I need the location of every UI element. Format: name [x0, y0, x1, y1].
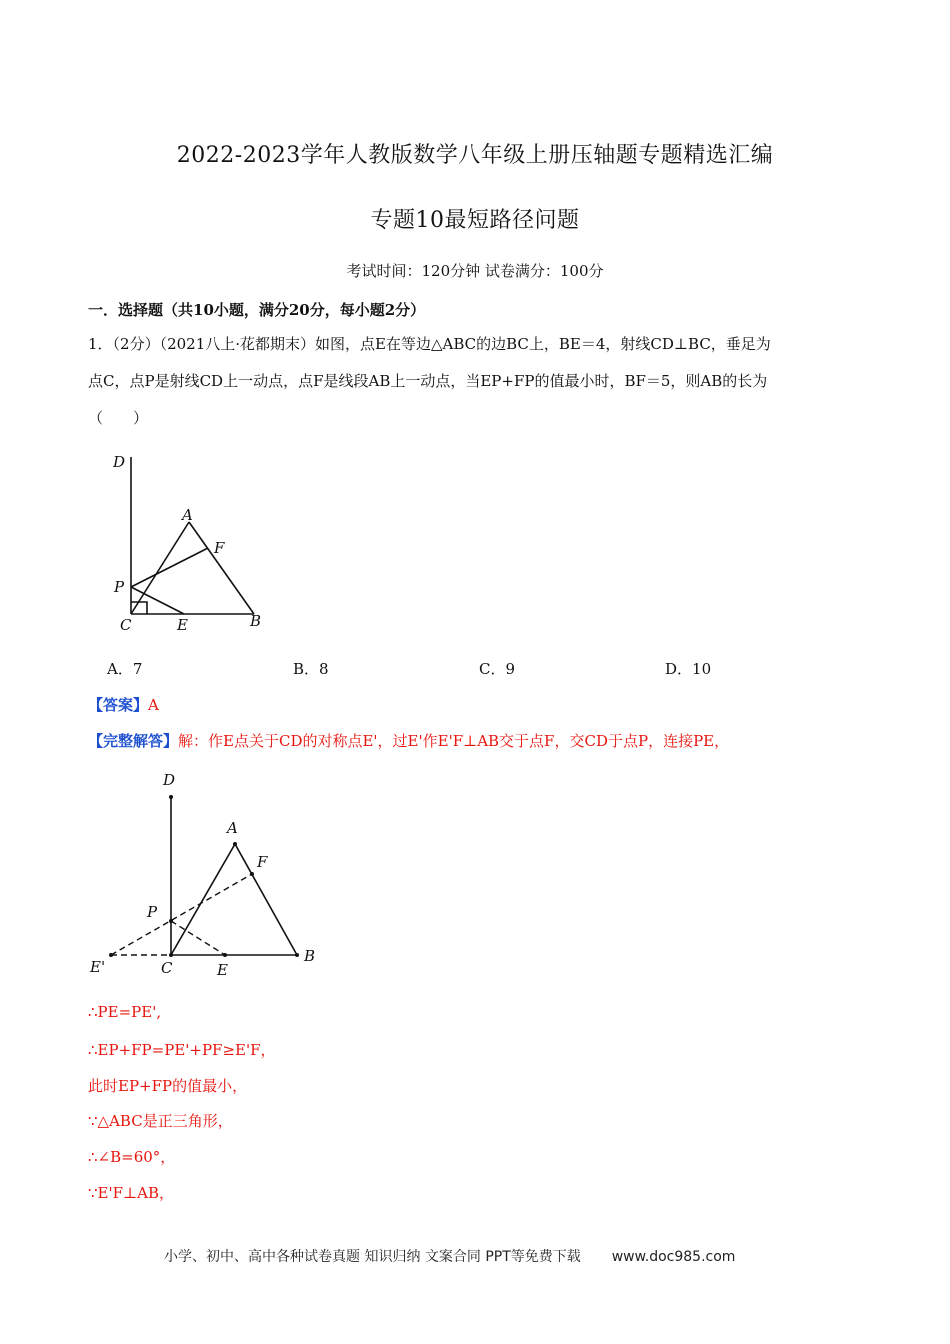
label-e: E: [217, 961, 228, 979]
label-c: C: [120, 616, 132, 634]
label-d: D: [113, 453, 126, 471]
section-heading: 一．选择题（共10小题，满分20分，每小题2分）: [88, 301, 426, 319]
solution-tag: 【完整解答】: [88, 732, 179, 750]
question-line-1: 1．（2分）（2021八上·花都期末）如图，点E在等边△ABC的边BC上，BE＝4，射线CD⊥BC，垂足为: [88, 335, 771, 353]
label-e-prime: E': [90, 958, 106, 976]
label-p: P: [114, 578, 125, 596]
figure-1: [100, 445, 300, 640]
point-f: [250, 872, 254, 876]
solution-step-3: 此时EP+FP的值最小，: [88, 1077, 248, 1095]
point-c: [169, 953, 173, 957]
label-d: D: [163, 771, 176, 789]
point-b: [295, 953, 299, 957]
right-angle-mark: [131, 602, 147, 614]
label-a: A: [182, 506, 193, 524]
solution-intro: 解：作E点关于CD的对称点E'，过E'作E'F⊥AB交于点F，交CD于点P，连接PE，: [178, 732, 730, 750]
answer-tag: 【答案】: [88, 696, 149, 714]
answer-line: [88, 694, 159, 715]
label-b: B: [250, 612, 262, 630]
point-p: [169, 919, 173, 923]
question-line-3: （ ）: [88, 409, 149, 427]
label-b: B: [304, 947, 316, 965]
segment-ab: [189, 522, 254, 614]
option-c: C．9: [479, 660, 516, 678]
segment-e-prime-f: [111, 874, 252, 955]
document-subtitle: 专题10最短路径问题: [370, 208, 580, 233]
label-f: F: [257, 853, 268, 871]
option-d: D．10: [665, 660, 712, 678]
label-a: A: [227, 819, 238, 837]
solution-step-2: ∴EP+FP=PE'+PF≥E'F，: [88, 1041, 276, 1059]
segment-ca: [171, 844, 235, 955]
point-a: [233, 842, 237, 846]
footer-text: 小学、初中、高中各种试卷真题 知识归纳 文案合同 PPT等免费下载: [164, 1249, 581, 1265]
label-c: C: [161, 959, 173, 977]
question-line-2: 点C，点P是射线CD上一动点，点F是线段AB上一动点，当EP+FP的值最小时，BF＝5，则AB的长为: [88, 372, 768, 390]
solution-step-5: ∴∠B=60°，: [88, 1148, 176, 1166]
solution-step-6: ∵E'F⊥AB，: [88, 1184, 174, 1202]
label-f: F: [214, 539, 225, 557]
segment-ca: [131, 522, 189, 614]
segment-pe: [171, 921, 225, 955]
solution-step-4: ∵△ABC是正三角形，: [88, 1112, 233, 1130]
solution-step-1: ∴PE=PE',: [88, 1003, 162, 1021]
exam-info: 考试时间：120分钟 试卷满分：100分: [346, 262, 604, 280]
document-title: 2022-2023学年人教版数学八年级上册压轴题专题精选汇编: [176, 143, 774, 168]
answer-value: A: [148, 696, 159, 714]
footer-site-link[interactable]: www.doc985.com: [611, 1249, 736, 1265]
label-e: E: [177, 616, 188, 634]
option-a: A．7: [107, 660, 143, 678]
point-e-prime: [109, 953, 113, 957]
point-e: [223, 953, 227, 957]
footer: [164, 1246, 735, 1266]
figure-2: [85, 768, 325, 983]
solution-intro-line: [88, 730, 729, 751]
label-p: P: [147, 903, 158, 921]
option-b: B．8: [293, 660, 329, 678]
point-d: [169, 795, 173, 799]
